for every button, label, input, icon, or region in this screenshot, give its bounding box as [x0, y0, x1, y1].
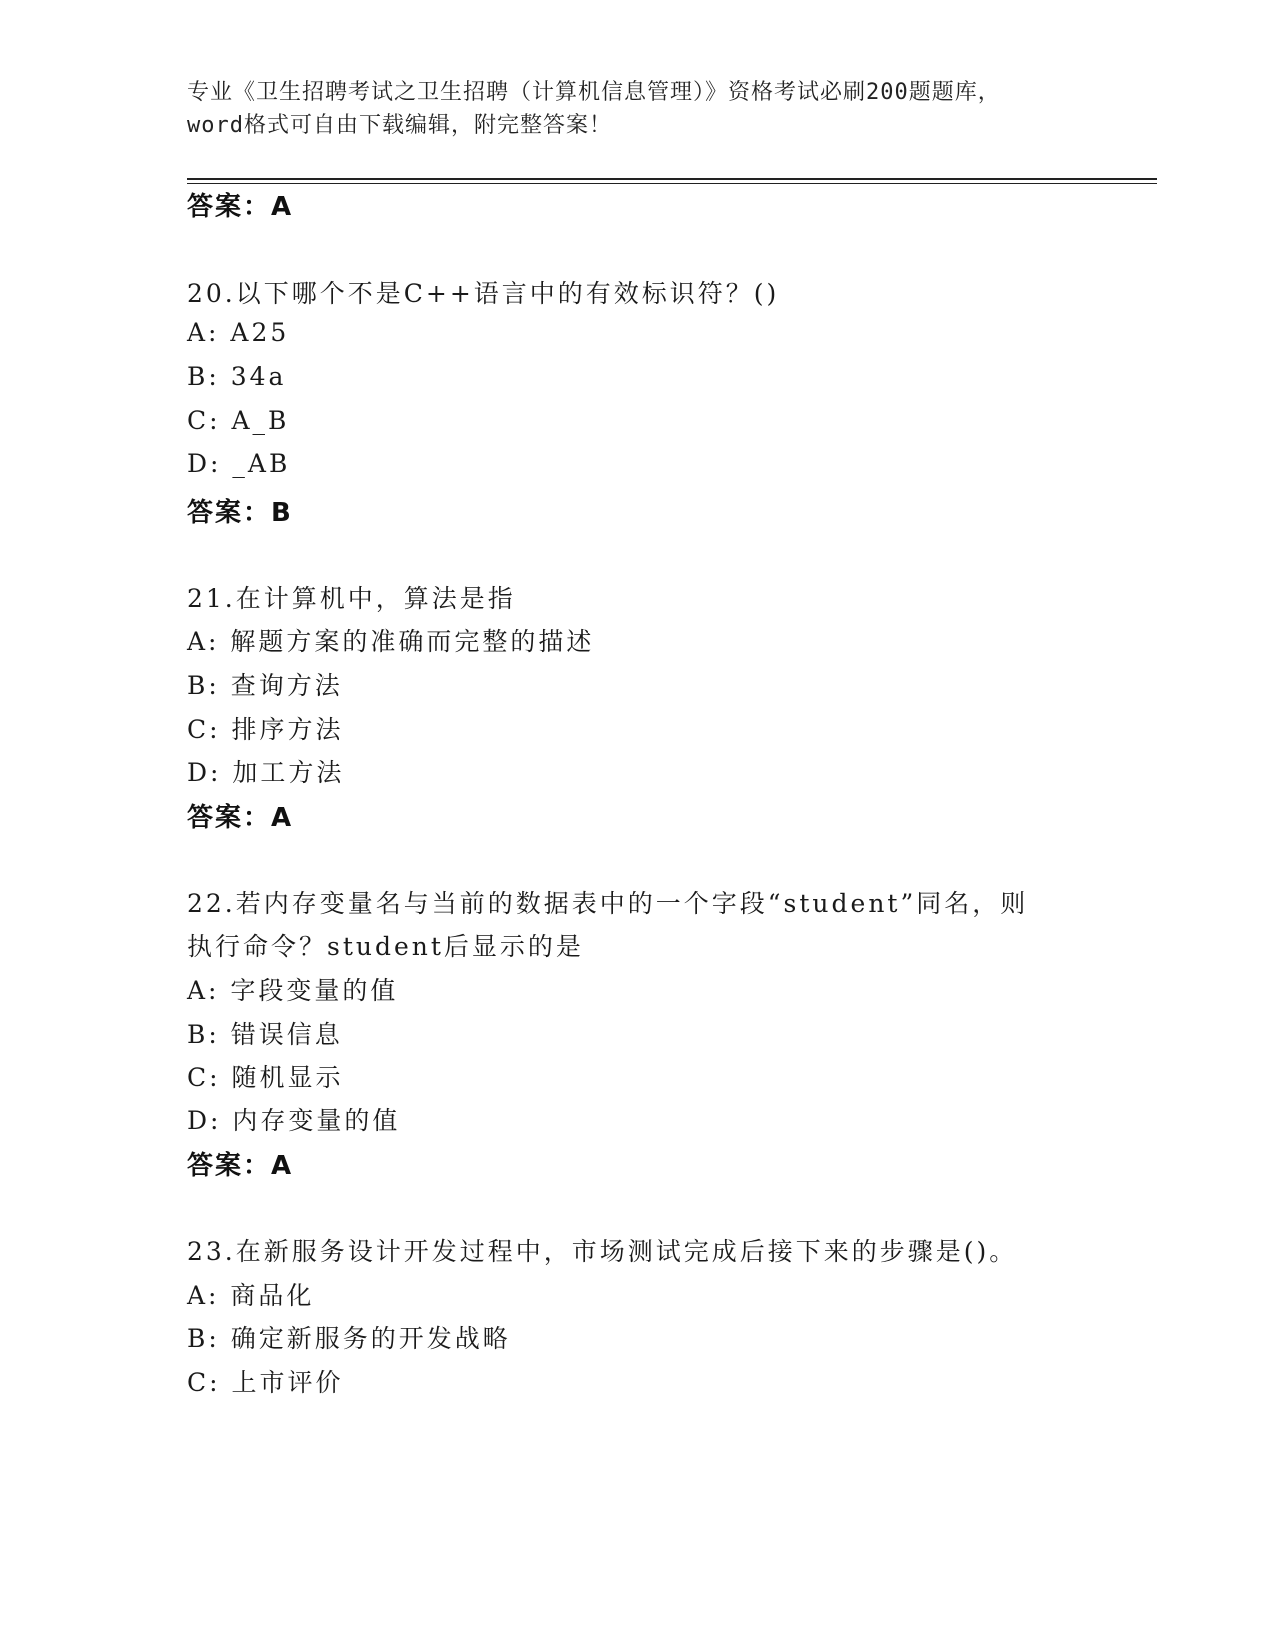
question-22-stem-line-1: 22.若内存变量名与当前的数据表中的一个字段“student”同名，则: [187, 889, 1029, 918]
question-20-option-c: C: A_B: [187, 406, 290, 435]
question-23-option-b: B: 确定新服务的开发战略: [187, 1324, 511, 1353]
question-22-stem-line-2: 执行命令？student后显示的是: [187, 932, 584, 961]
header-line-1: 专业《卫生招聘考试之卫生招聘（计算机信息管理）》资格考试必刷200题题库，: [187, 80, 1001, 105]
document-header: [187, 76, 1087, 142]
question-23-option-a: A: 商品化: [187, 1281, 315, 1310]
question-22-option-a: A: 字段变量的值: [187, 976, 399, 1005]
question-22-option-c: C: 随机显示: [187, 1063, 344, 1092]
question-20-answer: 答案：B: [187, 498, 293, 528]
question-20-stem: 20.以下哪个不是C++语言中的有效标识符？(): [187, 279, 780, 308]
answer-previous: 答案：A: [187, 192, 294, 222]
header-divider: [187, 178, 1157, 184]
question-22-option-d: D: 内存变量的值: [187, 1106, 401, 1135]
question-20-option-a: A: A25: [187, 318, 290, 347]
question-21-option-a: A: 解题方案的准确而完整的描述: [187, 627, 595, 656]
question-21-stem: 21.在计算机中，算法是指: [187, 584, 516, 613]
question-21-answer: 答案：A: [187, 803, 294, 833]
question-20-option-d: D: _AB: [187, 449, 291, 478]
question-22-answer: 答案：A: [187, 1151, 294, 1181]
question-21-option-d: D: 加工方法: [187, 758, 345, 787]
question-20-option-b: B: 34a: [187, 362, 287, 391]
question-21-option-b: B: 查询方法: [187, 671, 343, 700]
question-22-option-b: B: 错误信息: [187, 1020, 343, 1049]
header-line-2: word格式可自由下载编辑，附完整答案！: [187, 113, 612, 138]
question-23-option-c: C: 上市评价: [187, 1368, 344, 1397]
question-21-option-c: C: 排序方法: [187, 715, 344, 744]
question-23-stem: 23.在新服务设计开发过程中，市场测试完成后接下来的步骤是()。: [187, 1237, 1018, 1266]
